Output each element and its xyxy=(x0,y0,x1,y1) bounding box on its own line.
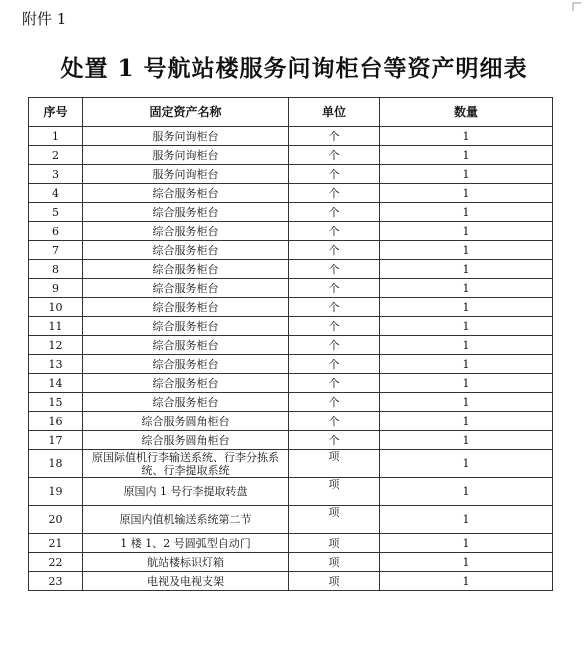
cell-index: 3 xyxy=(29,165,83,184)
cell-unit: 项 xyxy=(289,506,380,534)
table-row xyxy=(29,279,553,298)
cell-asset-name: 原国际值机行李输送系统、行李分拣系统、行李提取系统 xyxy=(83,450,289,478)
cell-asset-name: 综合服务圆角柜台 xyxy=(83,431,289,450)
cell-unit: 个 xyxy=(289,317,380,336)
cell-index: 20 xyxy=(29,506,83,534)
table-row xyxy=(29,553,553,572)
cell-unit: 个 xyxy=(289,336,380,355)
cell-asset-name: 综合服务柜台 xyxy=(83,317,289,336)
cell-index: 23 xyxy=(29,572,83,591)
cell-unit: 个 xyxy=(289,431,380,450)
cell-quantity: 1 xyxy=(380,412,553,431)
cell-asset-name: 综合服务柜台 xyxy=(83,260,289,279)
cell-unit: 个 xyxy=(289,241,380,260)
cell-index: 7 xyxy=(29,241,83,260)
cell-quantity: 1 xyxy=(380,478,553,506)
table-row xyxy=(29,412,553,431)
cell-index: 1 xyxy=(29,127,83,146)
header-quantity: 数量 xyxy=(380,98,553,127)
cell-quantity: 1 xyxy=(380,553,553,572)
cell-quantity: 1 xyxy=(380,317,553,336)
cell-quantity: 1 xyxy=(380,572,553,591)
cell-unit: 个 xyxy=(289,222,380,241)
cell-unit: 个 xyxy=(289,355,380,374)
asset-detail-table xyxy=(28,97,553,591)
cell-quantity: 1 xyxy=(380,146,553,165)
table-row xyxy=(29,450,553,478)
cell-asset-name: 服务问询柜台 xyxy=(83,127,289,146)
cell-index: 22 xyxy=(29,553,83,572)
cell-asset-name: 综合服务柜台 xyxy=(83,298,289,317)
cell-unit: 个 xyxy=(289,146,380,165)
cell-quantity: 1 xyxy=(380,279,553,298)
cell-index: 2 xyxy=(29,146,83,165)
cell-unit: 项 xyxy=(289,478,380,506)
table-row xyxy=(29,241,553,260)
table-row xyxy=(29,317,553,336)
cell-unit: 个 xyxy=(289,203,380,222)
cell-asset-name: 航站楼标识灯箱 xyxy=(83,553,289,572)
cell-quantity: 1 xyxy=(380,431,553,450)
cell-asset-name: 原国内值机输送系统第二节 xyxy=(83,506,289,534)
cell-asset-name: 综合服务圆角柜台 xyxy=(83,412,289,431)
cell-asset-name: 综合服务柜台 xyxy=(83,222,289,241)
cell-quantity: 1 xyxy=(380,374,553,393)
table-row xyxy=(29,260,553,279)
table-row xyxy=(29,534,553,553)
table-body xyxy=(29,127,553,591)
cell-quantity: 1 xyxy=(380,336,553,355)
table-row xyxy=(29,572,553,591)
cell-index: 12 xyxy=(29,336,83,355)
cell-unit: 个 xyxy=(289,374,380,393)
cell-quantity: 1 xyxy=(380,127,553,146)
table-header-row xyxy=(29,98,553,127)
cell-asset-name: 综合服务柜台 xyxy=(83,336,289,355)
table-row xyxy=(29,431,553,450)
cell-index: 6 xyxy=(29,222,83,241)
cell-unit: 个 xyxy=(289,184,380,203)
cell-quantity: 1 xyxy=(380,184,553,203)
table-row xyxy=(29,393,553,412)
cell-asset-name: 综合服务柜台 xyxy=(83,393,289,412)
table-row xyxy=(29,506,553,534)
cell-unit: 个 xyxy=(289,165,380,184)
cell-quantity: 1 xyxy=(380,298,553,317)
table-row xyxy=(29,165,553,184)
table-row xyxy=(29,355,553,374)
table-row xyxy=(29,374,553,393)
cell-index: 18 xyxy=(29,450,83,478)
cell-unit: 项 xyxy=(289,450,380,478)
cell-asset-name: 综合服务柜台 xyxy=(83,374,289,393)
cell-quantity: 1 xyxy=(380,203,553,222)
cell-unit: 个 xyxy=(289,298,380,317)
cell-asset-name: 综合服务柜台 xyxy=(83,241,289,260)
cell-index: 13 xyxy=(29,355,83,374)
table-row xyxy=(29,298,553,317)
cell-unit: 个 xyxy=(289,412,380,431)
cell-asset-name: 综合服务柜台 xyxy=(83,184,289,203)
corner-crop-mark-icon xyxy=(572,2,582,12)
cell-index: 14 xyxy=(29,374,83,393)
cell-unit: 项 xyxy=(289,553,380,572)
table-row xyxy=(29,478,553,506)
cell-quantity: 1 xyxy=(380,355,553,374)
cell-index: 21 xyxy=(29,534,83,553)
cell-index: 9 xyxy=(29,279,83,298)
table-row xyxy=(29,127,553,146)
header-asset-name: 固定资产名称 xyxy=(83,98,289,127)
cell-asset-name: 综合服务柜台 xyxy=(83,203,289,222)
cell-asset-name: 服务问询柜台 xyxy=(83,165,289,184)
cell-quantity: 1 xyxy=(380,222,553,241)
cell-asset-name: 原国内 1 号行李提取转盘 xyxy=(83,478,289,506)
cell-quantity: 1 xyxy=(380,165,553,184)
cell-unit: 项 xyxy=(289,572,380,591)
cell-index: 11 xyxy=(29,317,83,336)
table-row xyxy=(29,146,553,165)
cell-asset-name: 综合服务柜台 xyxy=(83,279,289,298)
cell-index: 5 xyxy=(29,203,83,222)
cell-index: 4 xyxy=(29,184,83,203)
table-row xyxy=(29,203,553,222)
cell-unit: 项 xyxy=(289,534,380,553)
cell-quantity: 1 xyxy=(380,450,553,478)
cell-unit: 个 xyxy=(289,279,380,298)
cell-quantity: 1 xyxy=(380,260,553,279)
cell-index: 10 xyxy=(29,298,83,317)
page-title: 处置 1 号航站楼服务问询柜台等资产明细表 xyxy=(60,55,528,82)
cell-index: 15 xyxy=(29,393,83,412)
cell-quantity: 1 xyxy=(380,534,553,553)
cell-asset-name: 服务问询柜台 xyxy=(83,146,289,165)
header-unit: 单位 xyxy=(289,98,380,127)
cell-unit: 个 xyxy=(289,393,380,412)
cell-unit: 个 xyxy=(289,260,380,279)
table-row xyxy=(29,184,553,203)
cell-quantity: 1 xyxy=(380,506,553,534)
cell-unit: 个 xyxy=(289,127,380,146)
cell-asset-name: 1 楼 1、2 号圆弧型自动门 xyxy=(83,534,289,553)
table-row xyxy=(29,336,553,355)
table-row xyxy=(29,222,553,241)
cell-index: 16 xyxy=(29,412,83,431)
cell-quantity: 1 xyxy=(380,393,553,412)
header-index: 序号 xyxy=(29,98,83,127)
attachment-label: 附件 1 xyxy=(22,10,67,28)
cell-asset-name: 综合服务柜台 xyxy=(83,355,289,374)
cell-asset-name: 电视及电视支架 xyxy=(83,572,289,591)
cell-index: 19 xyxy=(29,478,83,506)
cell-quantity: 1 xyxy=(380,241,553,260)
cell-index: 8 xyxy=(29,260,83,279)
cell-index: 17 xyxy=(29,431,83,450)
